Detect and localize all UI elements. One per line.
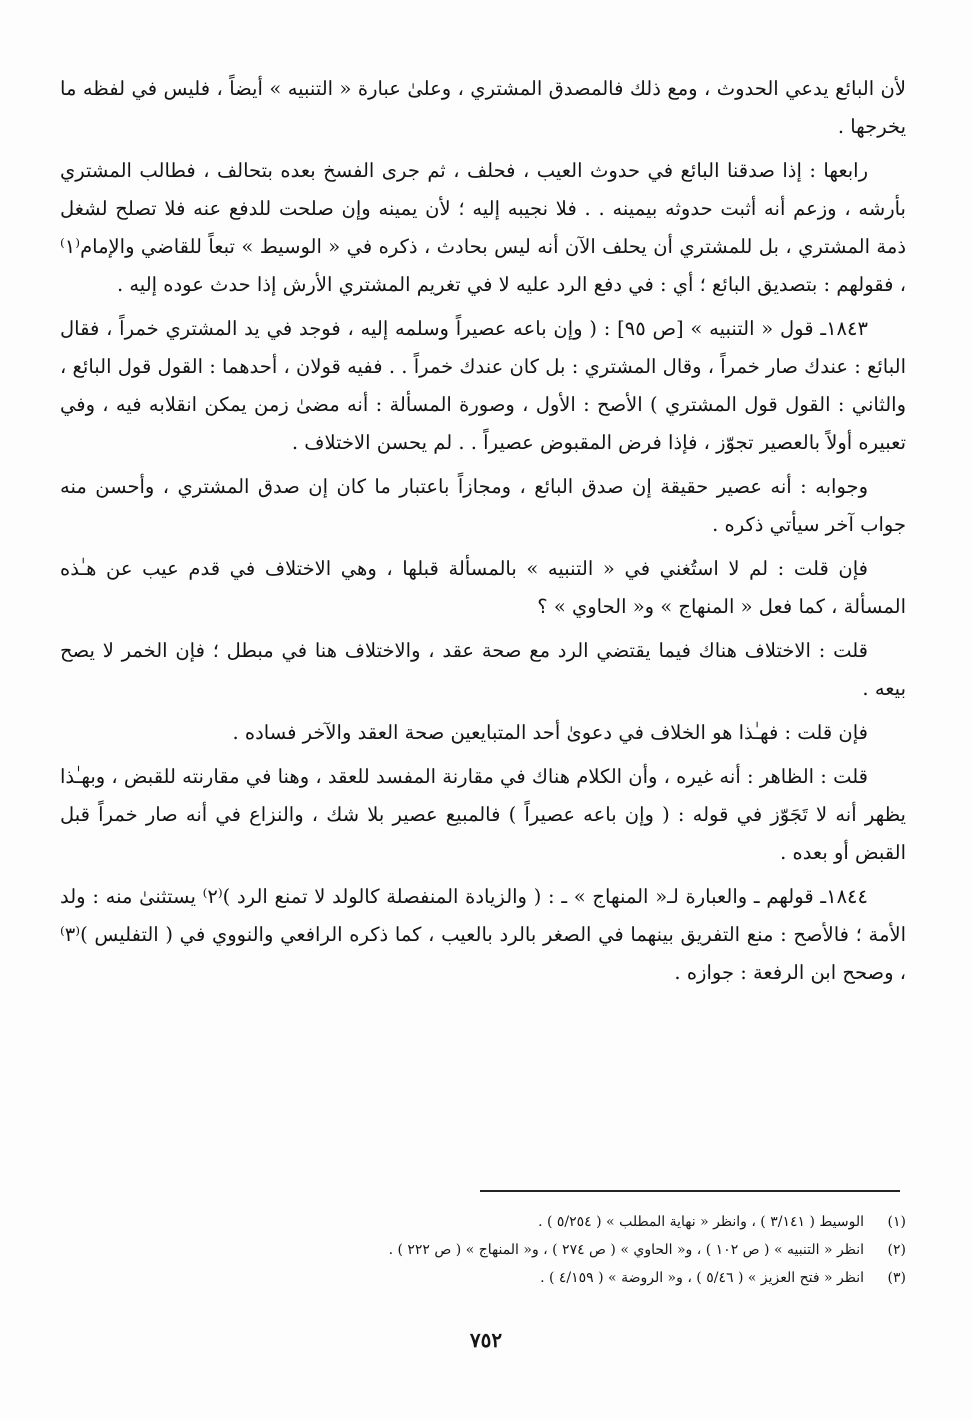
footnote-3 [60, 1264, 906, 1292]
footnote-number: (٢) [887, 1242, 906, 1258]
paragraph-5: فإن قلت : لم لا استُغني في « التنبيه » بالمسألة قبلها ، وهي الاختلاف في قدم عيب عن هـٰذه المسألة ، كما فعل « المنهاج » و« الحاوي » ؟ [60, 557, 906, 618]
paragraph-9: ١٨٤٤ـ قولهم ـ والعبارة لـ« المنهاج » ـ : ( والزيادة المنفصلة كالولد لا تمنع الرد )⁽٢⁾ يستثنىٰ منه : ولد الأمة ؛ فالأصح : منع التفريق بينهما في الصغر بالرد بالعيب ، كما ذكره الرافعي والنووي في ( التفليس )⁽٣⁾ ، وصحح ابن الرفعة : جوازه . [60, 885, 906, 984]
main-text [60, 70, 906, 992]
footnote-text: انظر « فتح العزيز » ( ٥/٤٦ ) ، و« الروضة » ( ٤/١٥٩ ) . [540, 1270, 864, 1286]
footnote-separator [480, 1190, 900, 1192]
paragraph-7: فإن قلت : فهـٰذا هو الخلاف في دعوىٰ أحد المتبايعين صحة العقد والآخر فساده . [232, 721, 868, 744]
paragraph-3: ١٨٤٣ـ قول « التنبيه » [ص ٩٥] : ( وإن باعه عصيراً وسلمه إليه ، فوجد في يد المشتري خمراً ، فقال البائع : عندك صار خمراً ، وقال المشتري : بل كان عندك خمراً . . ففيه قولان ، أحدهما : القول قول البائع ، والثاني : القول قول المشتري ) الأصح : الأول ، وصورة المسألة : أنه مضىٰ زمن يمكن انقلابه فيه ، وفي تعبيره أولاً بالعصير تجوّز ، فإذا فرض المقبوض عصيراً . . لم يحسن الاختلاف . [60, 317, 906, 454]
paragraph-1: لأن البائع يدعي الحدوث ، ومع ذلك فالمصدق المشتري ، وعلىٰ عبارة « التنبيه » أيضاً ، فليس في لفظه ما يخرجها . [60, 77, 906, 138]
footnote-text: الوسيط ( ٣/١٤١ ) ، وانظر « نهاية المطلب » ( ٥/٢٥٤ ) . [538, 1214, 864, 1230]
footnote-1 [60, 1208, 906, 1236]
footnote-number: (١) [887, 1214, 906, 1230]
paragraph-6: قلت : الاختلاف هناك فيما يقتضي الرد مع صحة عقد ، والاختلاف هنا في مبطل ؛ فإن الخمر لا يصح بيعه . [60, 639, 906, 700]
footnote-2 [60, 1236, 906, 1264]
footnote-number: (٣) [887, 1270, 906, 1286]
paragraph-4: وجوابه : أنه عصير حقيقة إن صدق البائع ، ومجازاً باعتبار ما كان إن صدق المشتري ، وأحسن منه جواب آخر سيأتي ذكره . [60, 475, 906, 536]
page-number: ٧٥٢ [469, 1328, 503, 1352]
footnote-text: انظر « التنبيه » ( ص ١٠٢ ) ، و« الحاوي » ( ص ٢٧٤ ) ، و« المنهاج » ( ص ٢٢٢ ) . [388, 1242, 864, 1258]
footnotes [60, 1208, 906, 1292]
paragraph-8: قلت : الظاهر : أنه غيره ، وأن الكلام هناك في مقارنة المفسد للعقد ، وهنا في مقارنته للقبض ، وبهـٰذا يظهر أنه لا تَجَوّز في قوله : ( وإن باعه عصيراً ) فالمبيع عصير بلا شك ، والنزاع في أنه صار خمراً قبل القبض أو بعده . [60, 765, 906, 864]
paragraph-2: رابعها : إذا صدقنا البائع في حدوث العيب ، فحلف ، ثم جرى الفسخ بعده بتحالف ، فطالب المشتري بأرشه ، وزعم أنه أثبت حدوثه بيمينه . . فلا نجيبه إليه ؛ لأن يمينه وإن صلحت للدفع عنه فلا تصلح لشغل ذمة المشتري ، بل للمشتري أن يحلف الآن أنه ليس بحادث ، ذكره في « الوسيط » تبعاً للقاضي والإمام⁽١⁾ ، فقولهم : بتصديق البائع ؛ أي : في دفع الرد عليه لا في تغريم المشتري الأرش إذا حدث عوده إليه . [60, 159, 906, 296]
